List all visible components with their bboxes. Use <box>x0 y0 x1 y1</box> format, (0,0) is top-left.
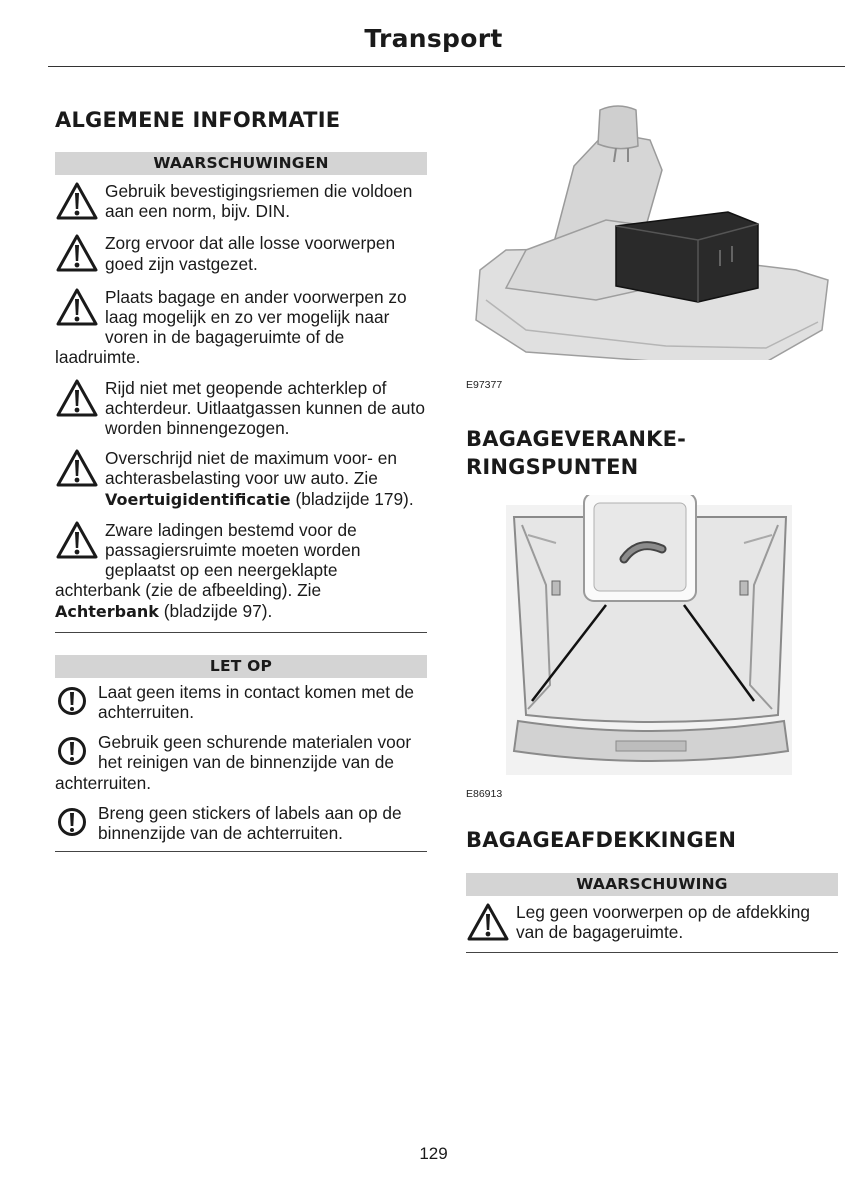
figure-caption: E97377 <box>466 379 503 391</box>
caution-item: Laat geen items in contact komen met de achterruiten. <box>55 682 427 722</box>
warnings-bar: WAARSCHUWINGEN <box>55 152 427 175</box>
caution-circle-icon <box>57 733 87 771</box>
divider <box>55 632 427 633</box>
cross-reference-link[interactable]: Voertuigidentificatie <box>105 489 291 509</box>
right-column <box>466 100 838 953</box>
warning-item: Gebruik bevestigingsriemen die voldoen aan een norm, bijv. DIN. <box>55 181 427 221</box>
warning-triangle-icon <box>466 902 510 944</box>
warning-item: Overschrijd niet de maximum voor- en achterasbelasting voor uw auto. Zie Voertuigidentificatie (bladzijde 179). <box>55 448 427 510</box>
left-column <box>55 106 427 852</box>
figure-caption: E86913 <box>466 788 503 800</box>
warning-item: Rijd niet met geopende achterklep of achterdeur. Uitlaatgassen kunnen de auto worden binnengezogen. <box>55 378 427 439</box>
warning-item: Zware ladingen bestemd voor de passagiersruimte moeten worden geplaatst op een neergeklapte achterbank (zie de afbeelding). Zie Achterbank (bladzijde 97). <box>55 519 361 621</box>
warning-triangle-icon <box>55 520 99 562</box>
warning-triangle-icon <box>55 287 99 329</box>
caution-circle-icon <box>57 804 87 842</box>
luggage-on-folded-seat-illustration <box>466 100 838 360</box>
warning-item: Zorg ervoor dat alle losse voorwerpen goed zijn vastgezet. <box>55 233 427 273</box>
warning-triangle-icon <box>55 448 99 490</box>
warning-triangle-icon <box>55 378 99 420</box>
divider <box>466 952 838 953</box>
page-number: 129 <box>419 1144 448 1163</box>
cross-reference-link[interactable]: Achterbank <box>55 601 159 621</box>
warning-bar: WAARSCHUWING <box>466 873 838 896</box>
caution-item: Breng geen stickers of labels aan op de binnenzijde van de achterruiten. <box>55 803 427 843</box>
caution-bar: LET OP <box>55 655 427 678</box>
section-title-anchor-points: BAGAGEVERANKE- RINGSPUNTEN <box>466 427 687 479</box>
caution-circle-icon <box>57 683 87 721</box>
section-title-general-info: ALGEMENE INFORMATIE <box>55 108 341 132</box>
warning-triangle-icon <box>55 181 99 223</box>
warning-item: Leg geen voorwerpen op de afdekking van de bagageruimte. <box>466 902 838 942</box>
warning-triangle-icon <box>55 233 99 275</box>
page-header-title: Transport <box>364 24 503 53</box>
caution-item: Gebruik geen schurende materialen voor het reinigen van de binnenzijde van de achterruiten. <box>55 732 412 793</box>
divider <box>55 851 427 852</box>
header-divider <box>48 66 845 67</box>
warning-item: Plaats bagage en ander voorwerpen zo laag mogelijk en zo ver mogelijk naar voren in de bagageruimte of de laadruimte. <box>55 286 407 368</box>
section-title-cargo-covers: BAGAGEAFDEKKINGEN <box>466 828 737 852</box>
cargo-anchor-points-illustration <box>466 495 838 779</box>
